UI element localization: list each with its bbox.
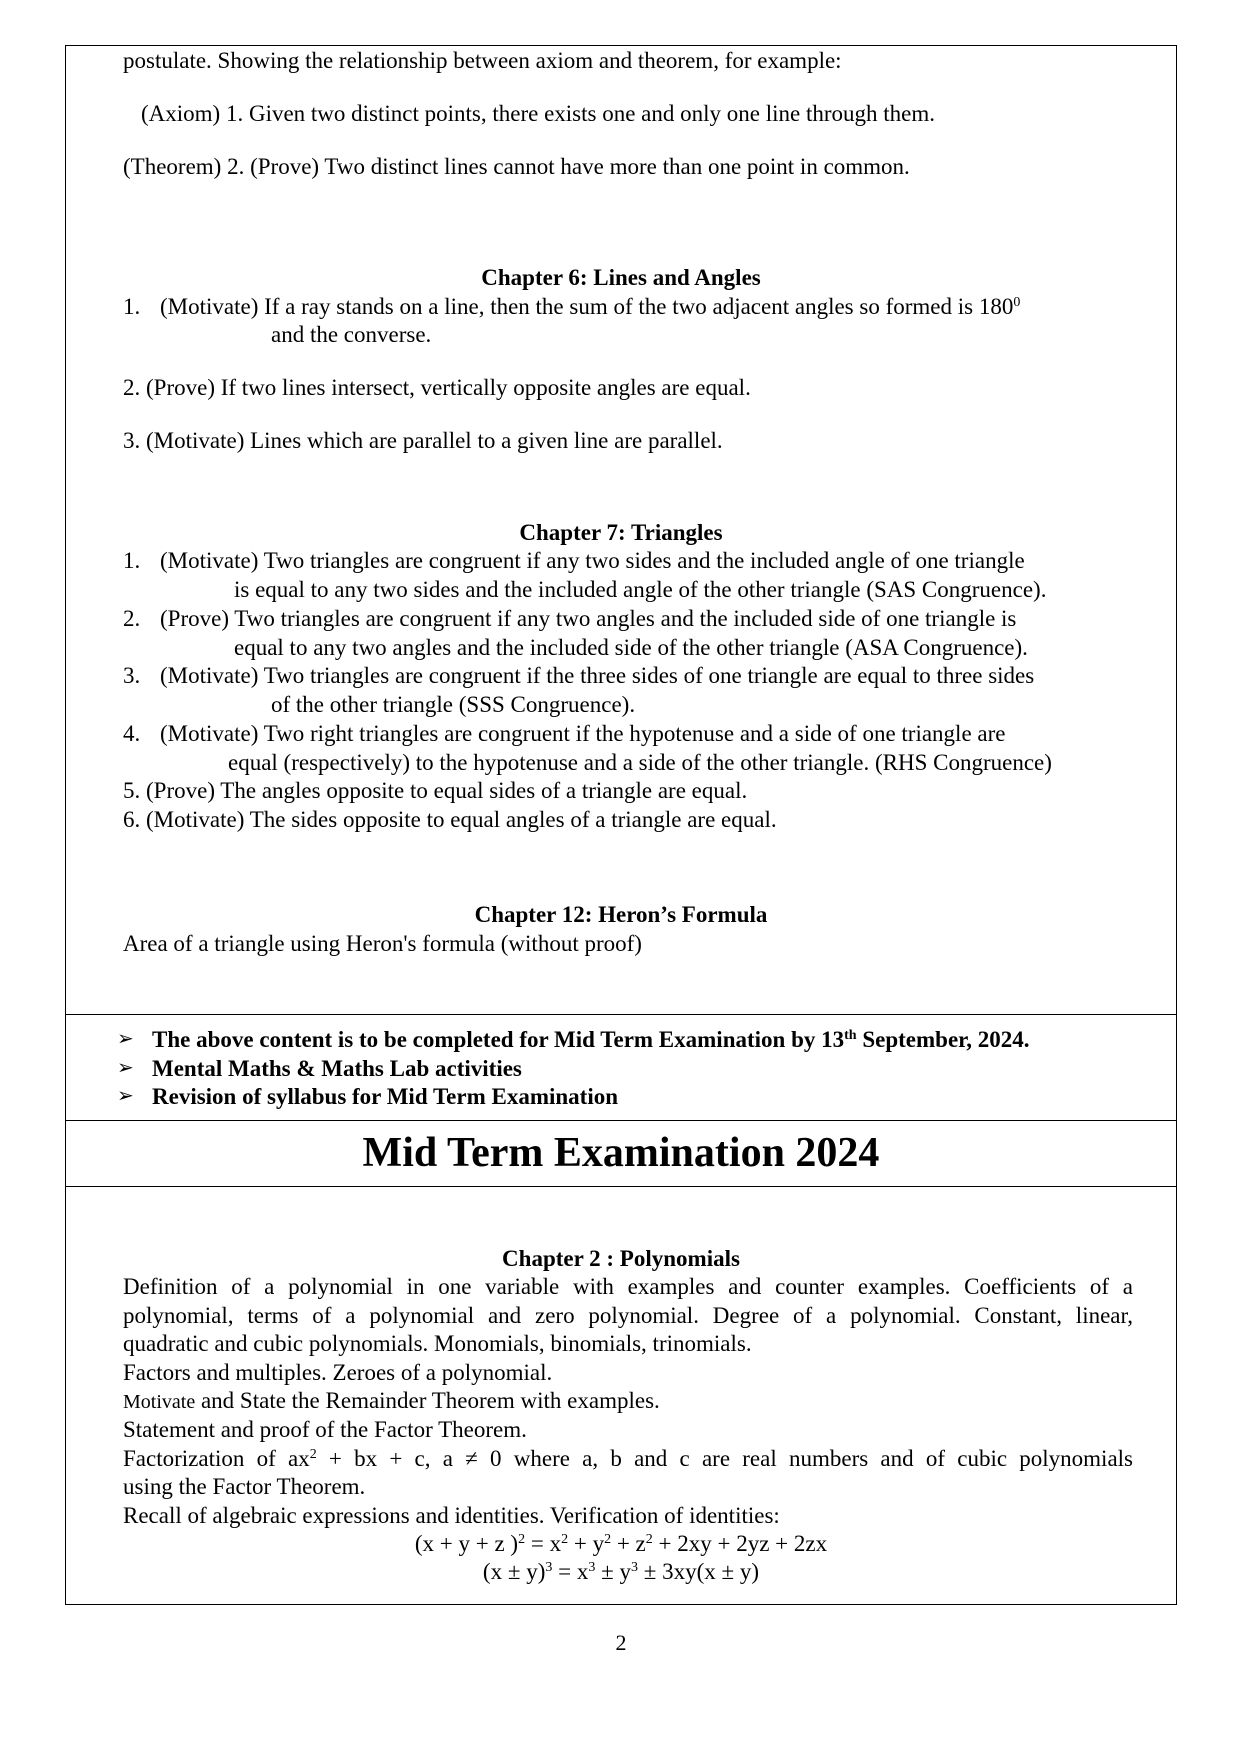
divider-notes-bottom [65, 1120, 1177, 1121]
note-2: Mental Maths & Maths Lab activities [152, 1056, 522, 1081]
arrow-bullet-icon: ➢ [117, 1028, 134, 1050]
chapter-6-title: Chapter 6: Lines and Angles [481, 265, 761, 290]
arrow-bullet-icon: ➢ [117, 1085, 134, 1107]
ch7-item-4-num: 4. [123, 721, 141, 746]
ch6-item-1-cont: and the converse. [271, 322, 432, 347]
ch7-item-1-num: 1. [123, 548, 141, 573]
ch7-item-2-cont: equal to any two angles and the included side of the other triangle (ASA Congruence). [234, 635, 1028, 660]
exam-title: Mid Term Examination 2024 [362, 1130, 880, 1176]
ch6-item-3: 3. (Motivate) Lines which are parallel to a given line are parallel. [123, 428, 723, 453]
ch7-item-5: 5. (Prove) The angles opposite to equal sides of a triangle are equal. [123, 778, 748, 803]
page-number: 2 [615, 1630, 627, 1655]
ch2-para-line-4: Factors and multiples. Zeroes of a polynomial. [123, 1360, 553, 1385]
divider-notes-top [65, 1014, 1177, 1015]
ch2-para-line-7: Factorization of $ax^2$ + bx + c, a ≠ 0 where a, b and c are real numbers and of cubic polynomials [123, 1446, 1133, 1471]
identity-1: (x + y + z )$^2 = x^2 + y^2 + z^2 + 2xy + 2yz + 2zx$ [414, 1531, 828, 1556]
arrow-bullet-icon: ➢ [117, 1057, 134, 1079]
intro-line: postulate. Showing the relationship between axiom and theorem, for example: [123, 48, 842, 73]
ch7-item-2: (Prove) Two triangles are congruent if any two angles and the included side of one triangle is [160, 606, 1017, 631]
ch12-text: Area of a triangle using Heron's formula (without proof) [123, 931, 642, 956]
ch7-item-1: (Motivate) Two triangles are congruent if any two sides and the included angle of one triangle [160, 548, 1025, 573]
ch7-item-6: 6. (Motivate) The sides opposite to equal angles of a triangle are equal. [123, 807, 777, 832]
ch7-item-4: (Motivate) Two right triangles are congruent if the hypotenuse and a side of one triangle are [160, 721, 1006, 746]
axiom-line: (Axiom) 1. Given two distinct points, there exists one and only one line through them. [141, 101, 936, 126]
note-3: Revision of syllabus for Mid Term Examination [152, 1084, 619, 1109]
ch2-para-line-3: quadratic and cubic polynomials. Monomials, binomials, trinomials. [123, 1331, 752, 1356]
ch7-item-2-num: 2. [123, 606, 141, 631]
chapter-12-title: Chapter 12: Heron’s Formula [474, 902, 768, 927]
chapter-2-title: Chapter 2 : Polynomials [502, 1246, 740, 1271]
theorem-line: (Theorem) 2. (Prove) Two distinct lines cannot have more than one point in common. [123, 154, 910, 179]
ch7-item-4-cont: equal (respectively) to the hypotenuse and a side of the other triangle. (RHS Congruence) [228, 750, 1052, 775]
ch7-item-3-cont: of the other triangle (SSS Congruence). [271, 692, 636, 717]
identity-2: $(x \pm y)^3 = x^3 \pm y^3 \pm 3xy(x \pm y)$ [482, 1559, 760, 1584]
ch2-para-line-6: Statement and proof of the Factor Theorem. [123, 1417, 527, 1442]
ch7-item-1-cont: is equal to any two sides and the included angle of the other triangle (SAS Congruence). [234, 577, 1047, 602]
note-1: The above content is to be completed for Mid Term Examination by 13th September, 2024. [152, 1027, 1030, 1052]
ch2-para-line-8: using the Factor Theorem. [123, 1474, 366, 1499]
ch2-para-line-5: Motivate and State the Remainder Theorem with examples. [123, 1388, 660, 1413]
divider-exam-bottom [65, 1186, 1177, 1187]
ch2-para-line-9: Recall of algebraic expressions and identities. Verification of identities: [123, 1503, 780, 1528]
ch2-para-line-2: polynomial, terms of a polynomial and zero polynomial. Degree of a polynomial. Constant, linear, [123, 1303, 1133, 1328]
ch2-para-line-1: Definition of a polynomial in one variable with examples and counter examples. Coefficients of a [123, 1274, 1133, 1299]
chapter-7-title: Chapter 7: Triangles [519, 520, 723, 545]
ch7-item-3-num: 3. [123, 663, 141, 688]
ch6-item-2: 2. (Prove) If two lines intersect, vertically opposite angles are equal. [123, 375, 751, 400]
ch6-item-1: (Motivate) If a ray stands on a line, then the sum of the two adjacent angles so formed is $180^0$ [160, 294, 1021, 319]
ch7-item-3: (Motivate) Two triangles are congruent if the three sides of one triangle are equal to three sides [160, 663, 1035, 688]
ch6-item-1-num: 1. [123, 294, 141, 319]
